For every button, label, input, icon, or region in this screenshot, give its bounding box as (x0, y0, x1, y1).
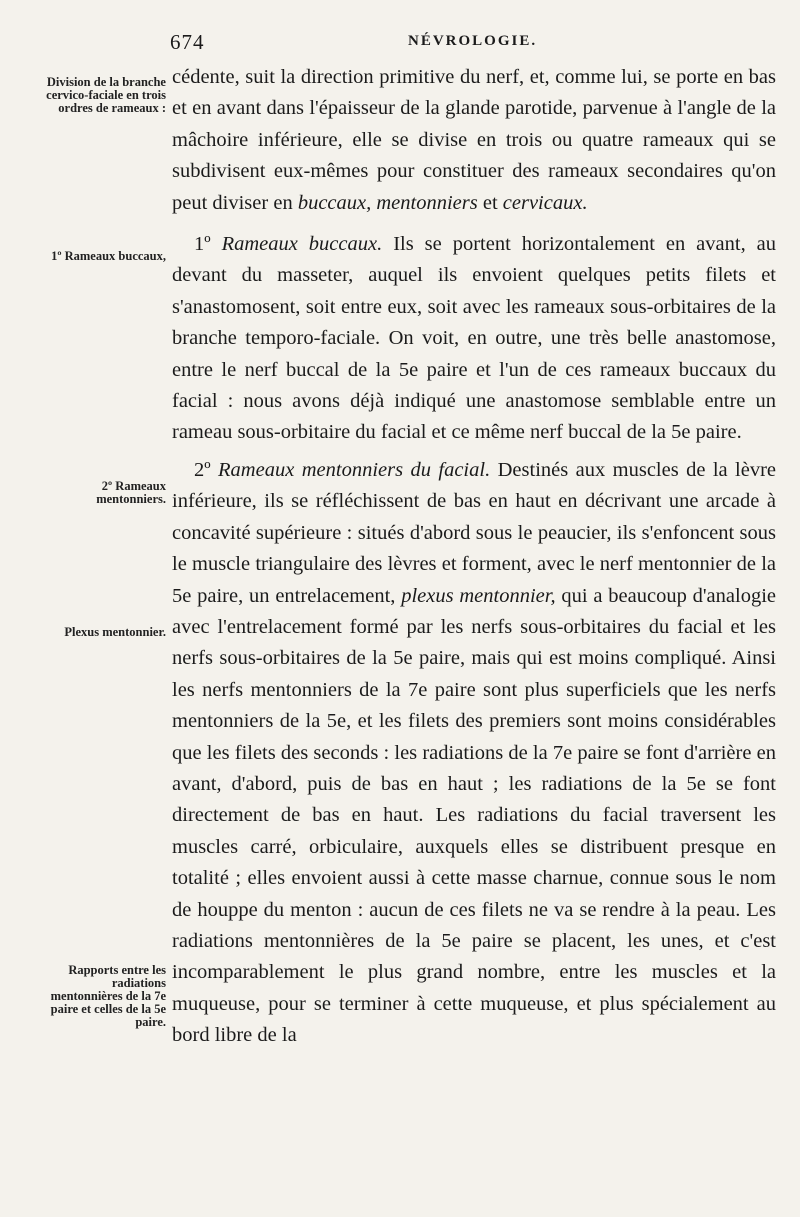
paragraph (172, 62, 776, 219)
paragraph (172, 229, 776, 449)
section-title: Rameaux mentonniers du facial. (218, 458, 491, 481)
italic-term: cervicaux. (502, 191, 588, 214)
page-number: 674 (170, 30, 205, 54)
section-number: 1º (194, 233, 211, 256)
paragraph-text: et (482, 191, 498, 214)
paragraph-text: Ils se portent horizontalement en avant, au devant du masseter, auquel ils envoient quelques petits filets et s'anastomosent, soit entre eux, soit avec les rameaux sous-orbitaires de la branche temporo-faciale. On voit, en outre, une très belle anastomose, entre le nerf buccal de la 5e paire et l'un de ces rameaux buccaux du facial : nous avons déjà indiqué une anastomose semblable entre un rameau sous-orbitaire du facial et ce même nerf buccal de la 5e paire. (172, 233, 777, 444)
italic-term: buccaux, mentonniers (297, 191, 478, 214)
paragraph-text: Destinés aux muscles de la lèvre inférieure, ils se réfléchissent de bas en haut en décrivant une arcade à concavité supérieure : situés d'abord sous le peaucier, ils s'enfoncent sous le muscle triangulaire des lèvres et forment, avec le nerf mentonnier de la 5e paire, un entrelacement, (172, 458, 777, 607)
margin-note: 2º Rameaux mentonniers. (96, 479, 166, 506)
paragraph-text: cédente, suit la direction primitive du nerf, et, comme lui, se porte en bas et en avant dans l'épaisseur de la glande parotide, parvenue à l'angle de la mâchoire inférieure, elle se divise en trois ou quatre rameaux qui se subdivisent eux-mêmes pour constituer des rameaux secondaires qu'on peut diviser en (172, 66, 776, 214)
margin-note: 1º Rameaux buccaux, (51, 249, 166, 263)
page-header (0, 30, 800, 54)
body-text (172, 62, 776, 1052)
paragraph-text: qui a beaucoup d'analogie avec l'entrelacement formé par les nerfs sous-orbitaires du facial et les nerfs sous-orbitaires de la 5e paire, mais qui est moins compliqué. Ainsi les nerfs mentonniers de la 7e paire sont plus superficiels que les nerfs mentonniers de la 5e, et les filets des premiers sont moins considérables que les filets des seconds : les radiations de la 7e paire se font d'arrière en avant, d'abord, puis de bas en haut ; les radiations de la 5e se font directement de bas en haut. Les radiations du facial traversent les muscles carré, orbiculaire, auxquels elles se distribuent presque en totalité ; elles envoient aussi à cette masse charnue, connue sous le nom de houppe du menton : aucun de ces filets ne va se rendre à la peau. Les radiations mentonnières de la 5e paire se placent, les unes, et c'est incomparablement le plus grand nombre, entre les muscles et la muqueuse, pour se terminer à cette muqueuse, et plus spécialement au bord libre de la (172, 584, 776, 1047)
section-title: Rameaux buccaux. (221, 233, 383, 256)
paragraph (172, 455, 776, 1052)
margin-note: Rapports entre les radiations mentonnières de la 7e paire et celles de la 5e paire. (50, 963, 166, 1029)
italic-term: plexus mentonnier, (401, 584, 556, 607)
margin-note: Plexus mentonnier. (64, 625, 166, 639)
margin-note: Division de la branche cervico-faciale en trois ordres de rameaux : (46, 75, 166, 115)
section-number: 2º (194, 458, 211, 481)
running-head: NÉVROLOGIE. (408, 33, 538, 49)
